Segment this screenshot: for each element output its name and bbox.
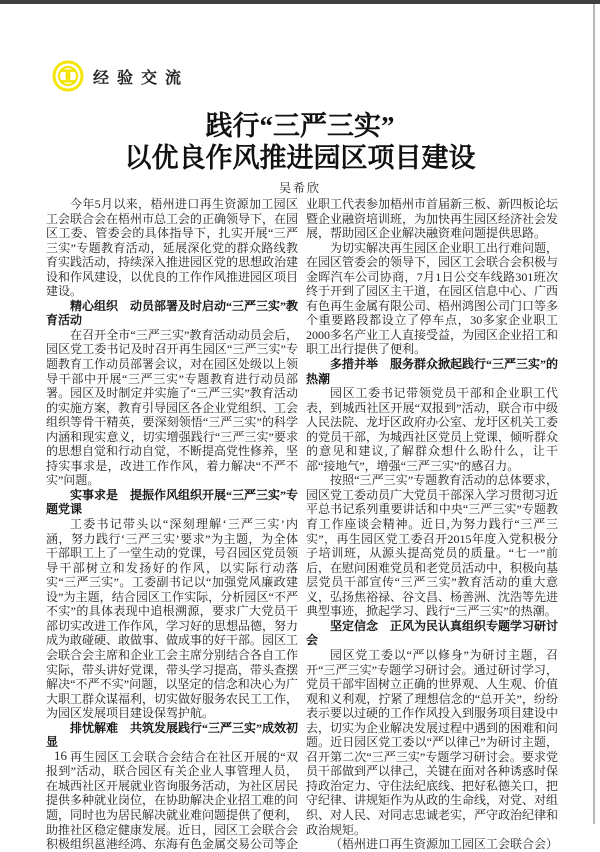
- page-number: 16: [54, 748, 67, 763]
- section-heading: 坚定信念 正风为民认真组织专题学习研讨会: [306, 618, 559, 648]
- article-title-line1: 践行“三严三实”: [205, 111, 395, 141]
- section-heading: 精心组织 动员部署及时启动“三严三实”教育活动: [46, 298, 299, 328]
- paragraph: 今年5月以来，梧州进口再生资源加工园区工会联合会在梧州市总工会的正确领导下，在园区工委、管委会的具体指导下，扎实开展“三严三实”专题教育活动，延展深化党的群众路线教育实践活动，持续深入推进园区党的思想政治建设和作风建设，以优良的工作作风推进园区项目建设。: [46, 197, 299, 299]
- section-heading: 实事求是 提振作风组织开展“三严三实”专题党课: [46, 487, 299, 517]
- section-heading: 多措并举 服务群众掀起践行“三严三实”的热潮: [306, 357, 559, 386]
- scan-top-edge: [0, 0, 600, 4]
- byline-signature: （梧州进口再生资源加工园区工会联合会）: [329, 837, 558, 852]
- article-title-line2: 以优良作风推进园区项目建设: [124, 143, 476, 173]
- article-title: [0, 110, 600, 174]
- trade-union-emblem-icon: [52, 60, 84, 92]
- paragraph: 再生园区工会联合会结合在社区开展的“双报到”活动，联合园区有关企业人事管理人员，在城西社区开展就业咨询服务活动，为社区居民提供多种就业岗位，在协助解决企业招工难的问题，同时也为居民解决就业难问题提供了便利，助推社区稳定健康发展。近日，园区工会联合会积极组织邕港经鸿、东海有色金属交易公司等企: [46, 749, 299, 852]
- article-column-left: [46, 197, 298, 852]
- paragraph: 为切实解决再生园区企业职工出行难问题，在园区管委会的领导下，园区工会联合会积极与金晖汽车公司协商，7月1日公交车线路301班次终于开到了园区主干道，在园区信息中心、广西有色再生金属有限公司、梧州鸿图公司门口等多个重要路段都设立了停车点，30多家企业职工2000多名产业工人直接受益，为园区企业招工和职工出行提供了便利。: [306, 240, 559, 357]
- paragraph: 工委书记带头以“深刻理解‘三严三实’内涵，努力践行‘三严三实’要求”为主题，为全体干部职工上了一堂生动的党课，号召园区党员领导干部树立和发扬好的作风，以实际行动落实“三严三实”。工委副书记以“加强党风廉政建设”为主题，结合园区工作实际，分析园区“不严不实”的具体表现中追根溯源，要求广大党员干部切实改进工作作风，学习好的思想品德，努力成为敢碰硬、敢做事、做成事的好干部。园区工会联合会主席和企业工会主席分别结合各自工作实际，带头讲好党课，带头学习提高，带头查摆解决“不严不实”问题，以坚定的信念和决心为广大职工群众谋福利，切实做好服务农民工工作，为园区发展项目建设保驾护航。: [46, 517, 299, 721]
- section-heading: 排忧解难 共筑发展践行“三严三实”成效初显: [46, 720, 299, 750]
- paragraph-continuation: 业职工代表参加梧州市首届新三板、新四板论坛暨企业融资培训班，为加快再生园区经济社会发展，帮助园区企业解决融资难问题提供思路。: [306, 197, 559, 241]
- article-column-right: [306, 197, 558, 852]
- section-header: [52, 60, 189, 92]
- paragraph: 按照“三严三实”专题教育活动的总体要求，园区党工委动员广大党员干部深入学习贯彻习近平总书记系列重要讲话和中央“三严三实”专题教育工作座谈会精神。近日,为努力践行“三严三实”，再生园区党工委召开2015年度入党积极分子培训班，从源头提高党员的质量。“七一”前后，在慰问困难党员和老党员活动中，积极向基层党员干部宣传“三严三实”教育活动的重大意义，弘扬焦裕禄、谷文昌、杨善洲、沈浩等先进典型事迹，掀起学习、践行“三严三实”的热潮。: [306, 473, 559, 619]
- paragraph: 在召开全市“三严三实”教育活动动员会后，园区党工委书记及时召开再生园区“三严三实”专题教育工作动员部署会议，对在园区处级以上领导干部中开展“三严三实”专题教育进行动员部署。园区及时制定并实施了“三严三实”教育活动的实施方案，教育引导园区各企业党组织、工会组织等骨干精英，要深刻领悟“三严三实”的科学内涵和现实意义，切实增强践行“三严三实”要求的思想自觉和行动自觉，不断提高党性修养，坚持实事求是，改进工作作风，着力解决“不严不实”问题。: [46, 327, 299, 488]
- paragraph: 园区工委书记带领党员干部和企业职工代表，到城西社区开展“双报到”活动，联合市中级人民法院、龙圩区政府办公室、龙圩区机关工委的党员干部，为城西社区党员上党课，倾听群众的意见和建议,了解群众想什么盼什么，让干部“接地气”，增强“三严三实”的感召力。: [306, 386, 559, 473]
- paragraph: 园区党工委以“严以修身”为研讨主题，召开“三严三实”专题学习研讨会。通过研讨学习，党员干部牢固树立正确的世界观、人生观、价值观和义利观，拧紧了理想信念的“总开关”，纷纷表示要以过硬的工作作风投入到服务项目建设中去，切实为企业解决发展过程中遇到的困难和问题。近日园区党工委以“严以律己”为研讨主题，召开第二次“三严三实”专题学习研讨会。要求党员干部做到严以律己，关键在面对各种诱惑时保持政治定力、守住法纪底线、把好私德关口，把守纪律、讲规矩作为从政的生命线，对党、对组织、对人民、对同志忠诚老实，严守政治纪律和政治规矩。: [306, 647, 559, 837]
- section-label: 经验交流: [93, 69, 190, 87]
- article-author: 吴希欣: [278, 181, 321, 195]
